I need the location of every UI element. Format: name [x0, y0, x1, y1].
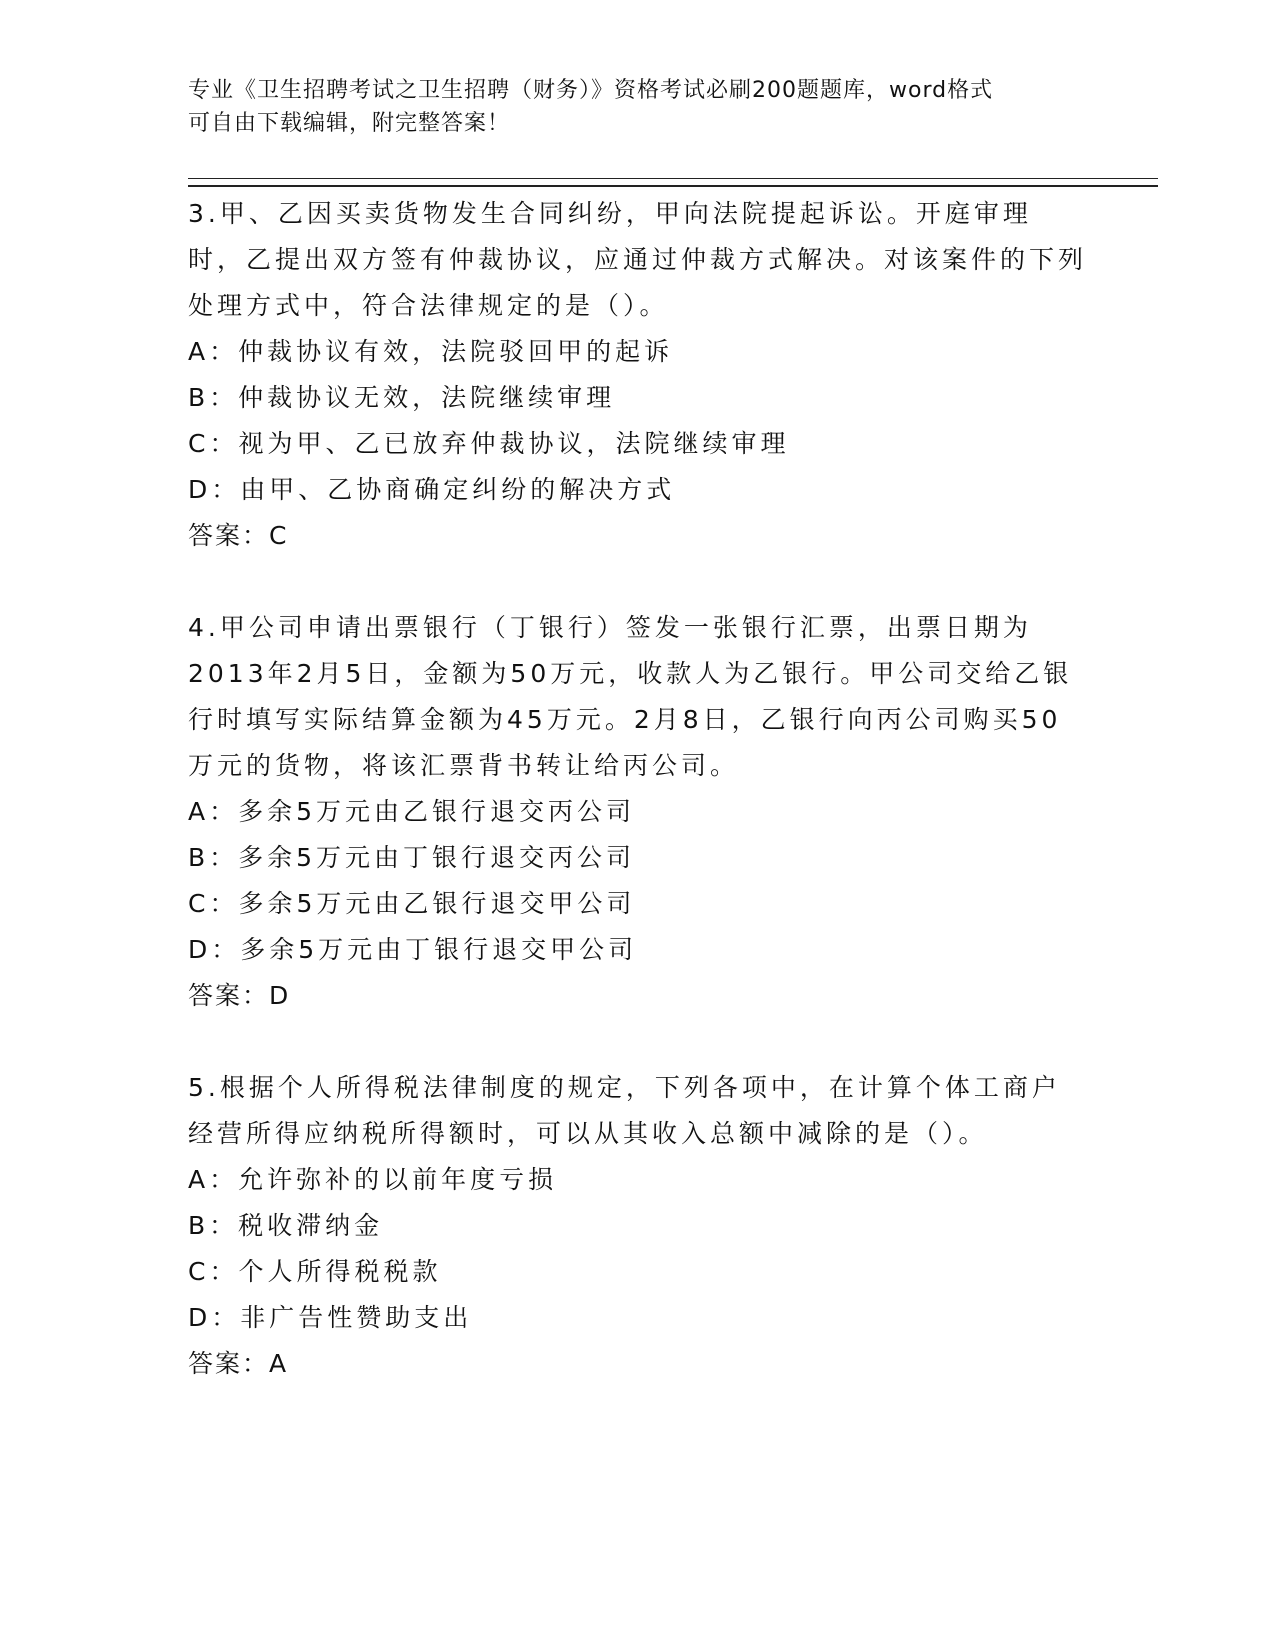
question-text: 4.甲公司申请出票银行（丁银行）签发一张银行汇票，出票日期为2013年2月5日，金额为50万元，收款人为乙银行。甲公司交给乙银行时填写实际结算金额为45万元。2月8日，乙银行向丙公司购买50万元的货物，将该汇票背书转让给丙公司。: [188, 613, 1073, 780]
header-title-line-1: 专业《卫生招聘考试之卫生招聘（财务）》资格考试必刷200题题库，word格式: [188, 78, 994, 103]
option-d: D：多余5万元由丁银行退交甲公司: [188, 935, 638, 964]
question-text: 3.甲、乙因买卖货物发生合同纠纷，甲向法院提起诉讼。开庭审理时，乙提出双方签有仲裁协议，应通过仲裁方式解决。对该案件的下列处理方式中，符合法律规定的是（）。: [188, 199, 1088, 320]
question-4: [188, 605, 1088, 1019]
option-c: C：个人所得税税款: [188, 1257, 442, 1286]
option-a: A：仲裁协议有效，法院驳回甲的起诉: [188, 337, 674, 366]
document-header: [188, 74, 1068, 140]
option-c: C：视为甲、乙已放弃仲裁协议，法院继续审理: [188, 429, 790, 458]
question-5: [188, 1065, 1088, 1387]
question-list: [188, 191, 1088, 1433]
header-title-line-2: 可自由下载编辑，附完整答案！: [188, 111, 511, 136]
option-b: B：税收滞纳金: [188, 1211, 384, 1240]
option-a: A：允许弥补的以前年度亏损: [188, 1165, 558, 1194]
option-d: D：由甲、乙协商确定纠纷的解决方式: [188, 475, 676, 504]
answer: 答案：A: [188, 1349, 289, 1378]
option-d: D：非广告性赞助支出: [188, 1303, 473, 1332]
header-divider: [188, 178, 1158, 187]
answer: 答案：D: [188, 981, 291, 1010]
question-text: 5.根据个人所得税法律制度的规定，下列各项中，在计算个体工商户经营所得应纳税所得额时，可以从其收入总额中减除的是（）。: [188, 1073, 1061, 1148]
answer: 答案：C: [188, 521, 289, 550]
option-b: B：仲裁协议无效，法院继续审理: [188, 383, 616, 412]
option-c: C：多余5万元由乙银行退交甲公司: [188, 889, 636, 918]
option-b: B：多余5万元由丁银行退交丙公司: [188, 843, 636, 872]
option-a: A：多余5万元由乙银行退交丙公司: [188, 797, 636, 826]
question-3: [188, 191, 1088, 559]
